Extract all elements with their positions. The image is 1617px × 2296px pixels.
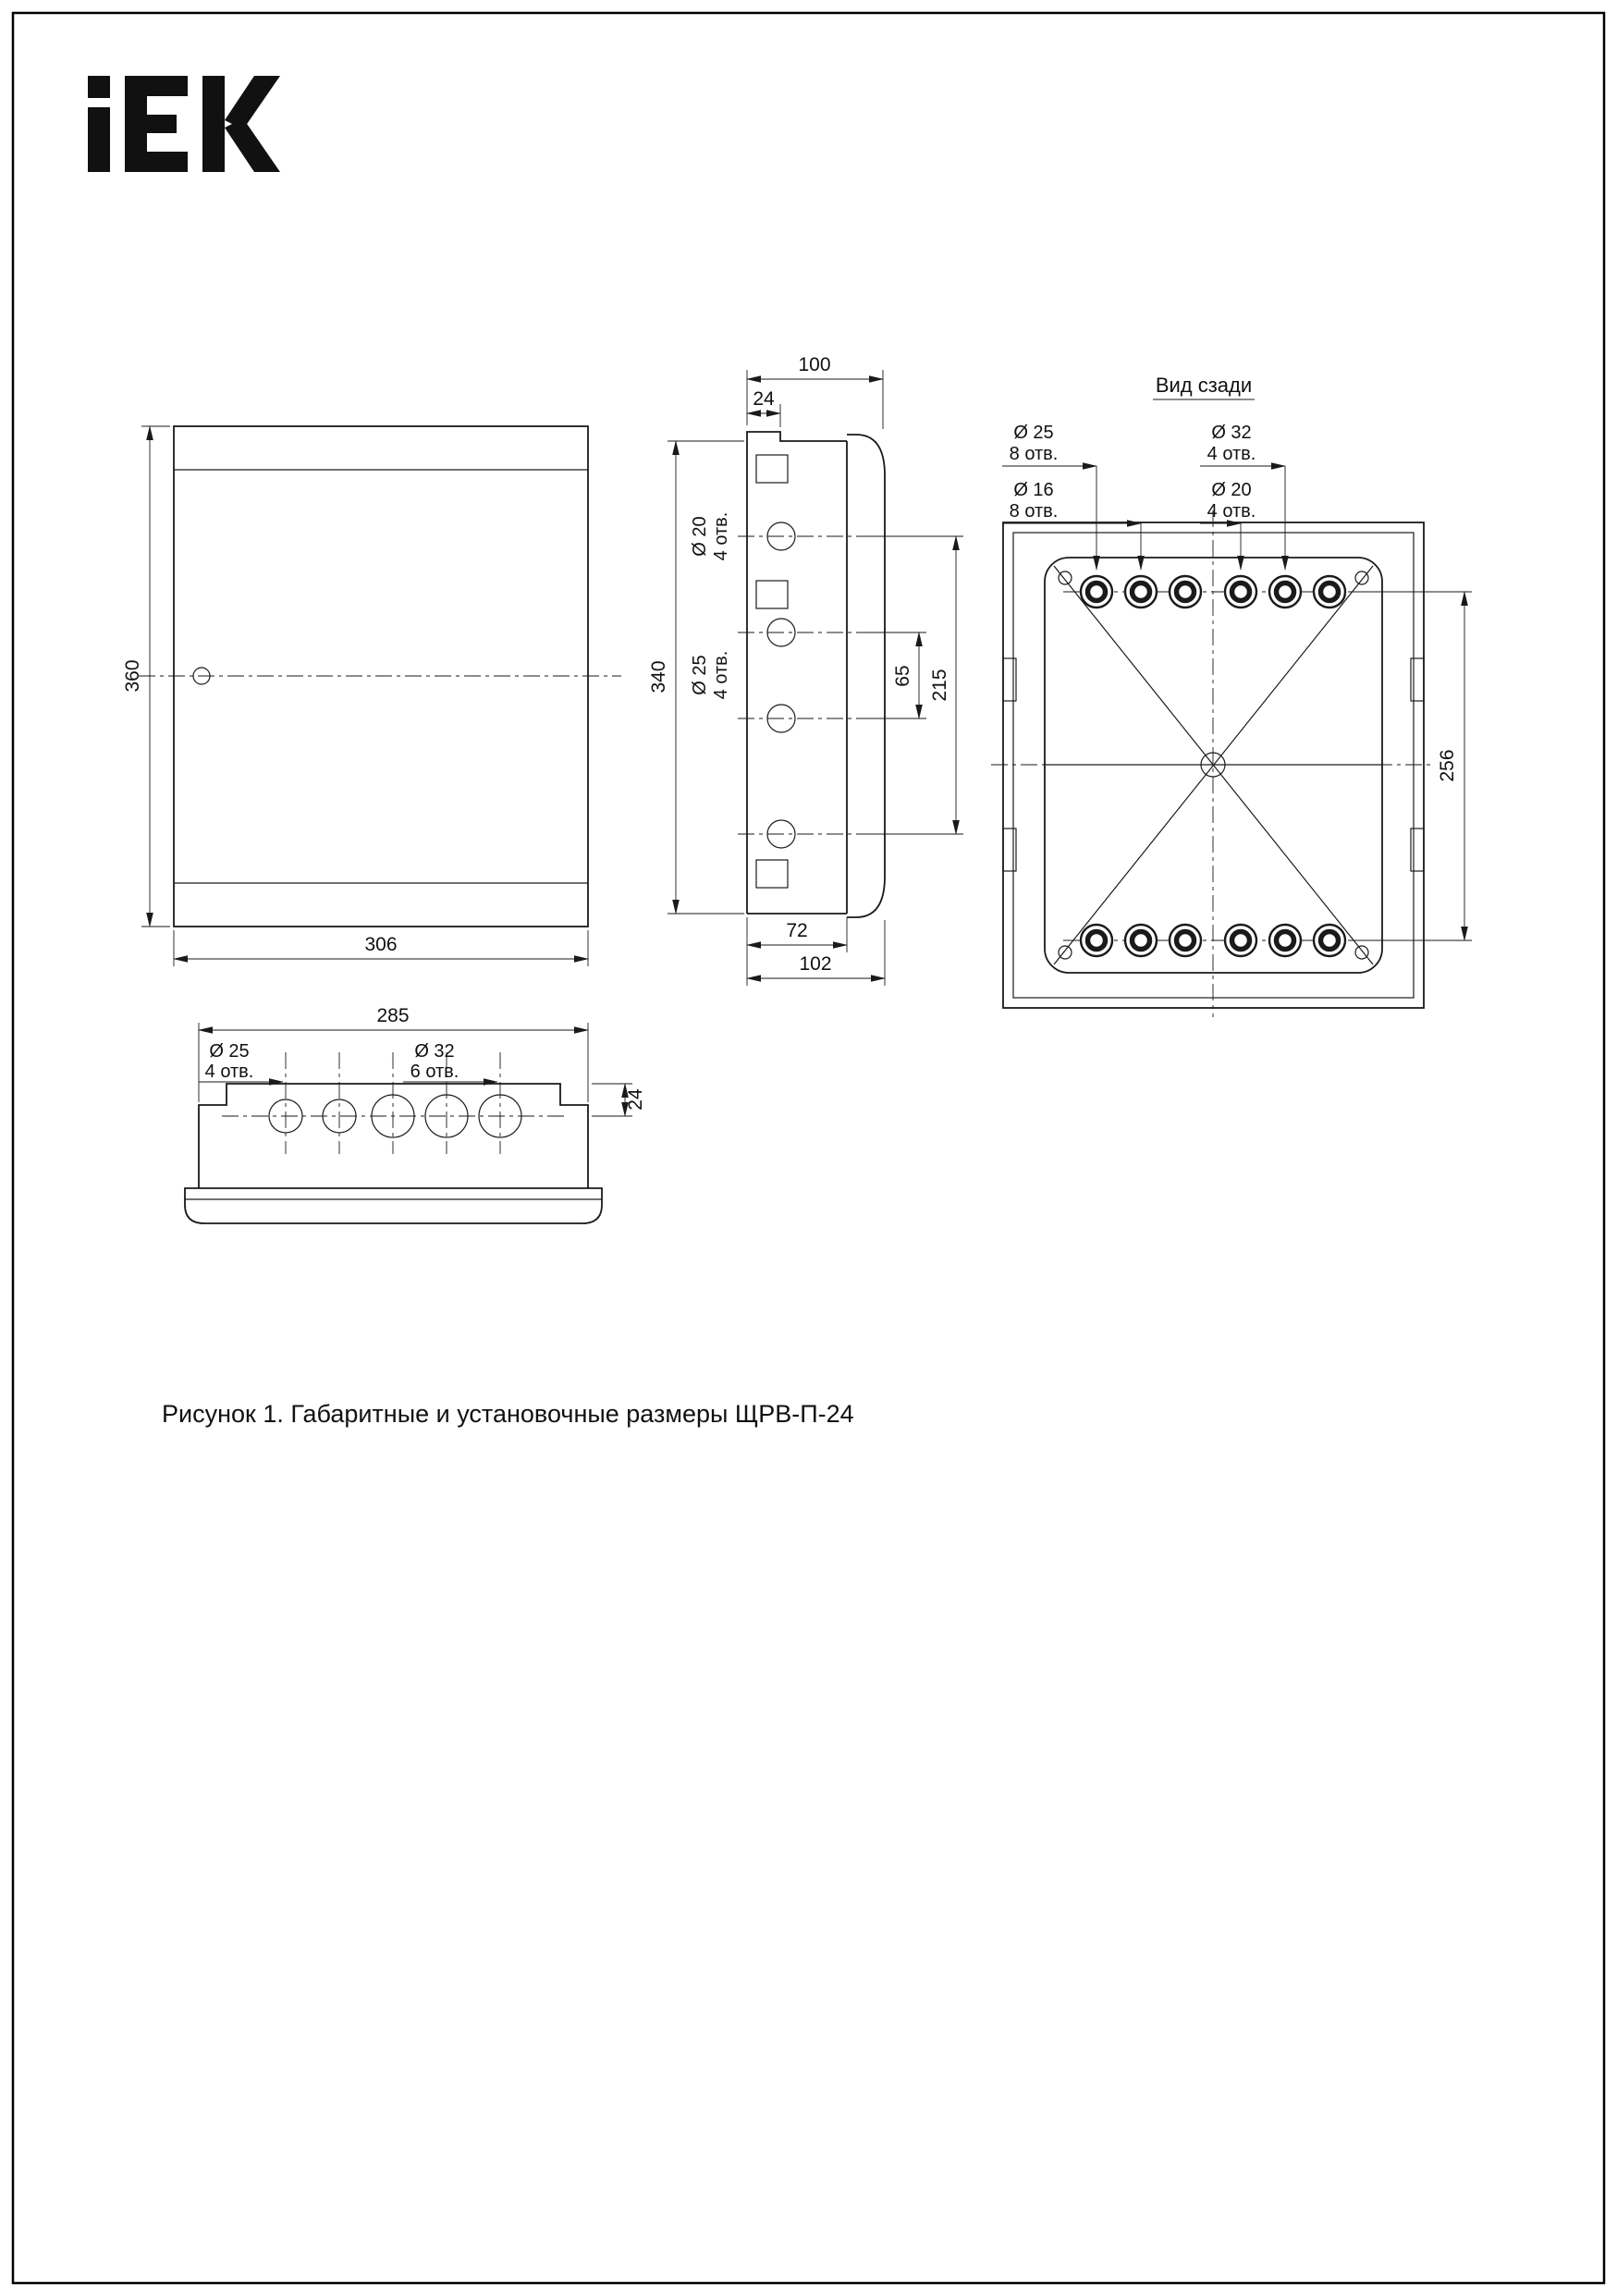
label-rear-d20: Ø 20 [1211, 480, 1252, 500]
label-rear-d20-count: 4 отв. [1207, 501, 1256, 522]
side-clip [1003, 658, 1016, 701]
dim-overall-depth: 102 [799, 953, 832, 975]
dim-front-width: 306 [364, 934, 398, 955]
dim-bottom-offset: 24 [625, 1088, 646, 1111]
dim-mount-span: 256 [1437, 749, 1458, 782]
logo-i-bar [88, 107, 110, 172]
logo-k-lower [225, 118, 280, 172]
label-rear-d32: Ø 32 [1211, 423, 1252, 443]
dim-front-height: 360 [122, 659, 143, 693]
label-hole-d20-count: 4 отв. [711, 511, 731, 561]
clip-tab [756, 581, 788, 608]
corner-screw [1059, 946, 1072, 959]
front-view [122, 426, 621, 966]
label-bottom-d25: Ø 25 [209, 1041, 250, 1062]
label-bottom-d32: Ø 32 [414, 1041, 455, 1062]
logo-k-upper [225, 76, 280, 129]
side-view [648, 354, 963, 986]
clip-tab [756, 455, 788, 483]
corner-screw [1355, 571, 1368, 584]
logo-e-mid [125, 115, 177, 133]
label-rear-d32-count: 4 отв. [1207, 444, 1256, 464]
dim-side-top-depth: 100 [798, 354, 831, 375]
logo-e-top [125, 76, 188, 96]
dim-hole-span: 215 [929, 669, 950, 702]
dim-body-depth: 72 [786, 920, 808, 941]
label-rear-d16-count: 8 отв. [1009, 501, 1059, 522]
dim-hole-pitch: 65 [892, 665, 913, 687]
label-bottom-d25-count: 4 отв. [204, 1062, 254, 1082]
logo-k-spine [202, 76, 225, 172]
bottom-view [185, 1005, 646, 1223]
label-rear-d25: Ø 25 [1013, 423, 1054, 443]
side-clip [1411, 829, 1424, 871]
rear-view [991, 374, 1472, 1017]
label-hole-d25: Ø 25 [690, 655, 710, 695]
label-rear-d16: Ø 16 [1013, 480, 1054, 500]
logo-i-dot [88, 76, 110, 98]
clip-tab [756, 860, 788, 888]
logo-e-bottom [125, 152, 188, 172]
lid-profile [185, 1188, 602, 1223]
rear-view-title: Вид сзади [1155, 374, 1253, 397]
dim-side-height: 340 [648, 660, 669, 694]
side-clip [1003, 829, 1016, 871]
figure-caption: Рисунок 1. Габаритные и установочные размеры ЩРВ-П-24 [162, 1400, 854, 1428]
side-clip [1411, 658, 1424, 701]
corner-screw [1355, 946, 1368, 959]
label-hole-d25-count: 4 отв. [711, 650, 731, 700]
label-hole-d20: Ø 20 [690, 516, 710, 557]
dim-side-flange: 24 [753, 388, 775, 410]
corner-screw [1059, 571, 1072, 584]
dim-bottom-width: 285 [376, 1005, 410, 1026]
door-profile [847, 435, 885, 917]
iek-logo [88, 76, 280, 172]
label-rear-d25-count: 8 отв. [1009, 444, 1059, 464]
label-bottom-d32-count: 6 отв. [410, 1062, 459, 1082]
